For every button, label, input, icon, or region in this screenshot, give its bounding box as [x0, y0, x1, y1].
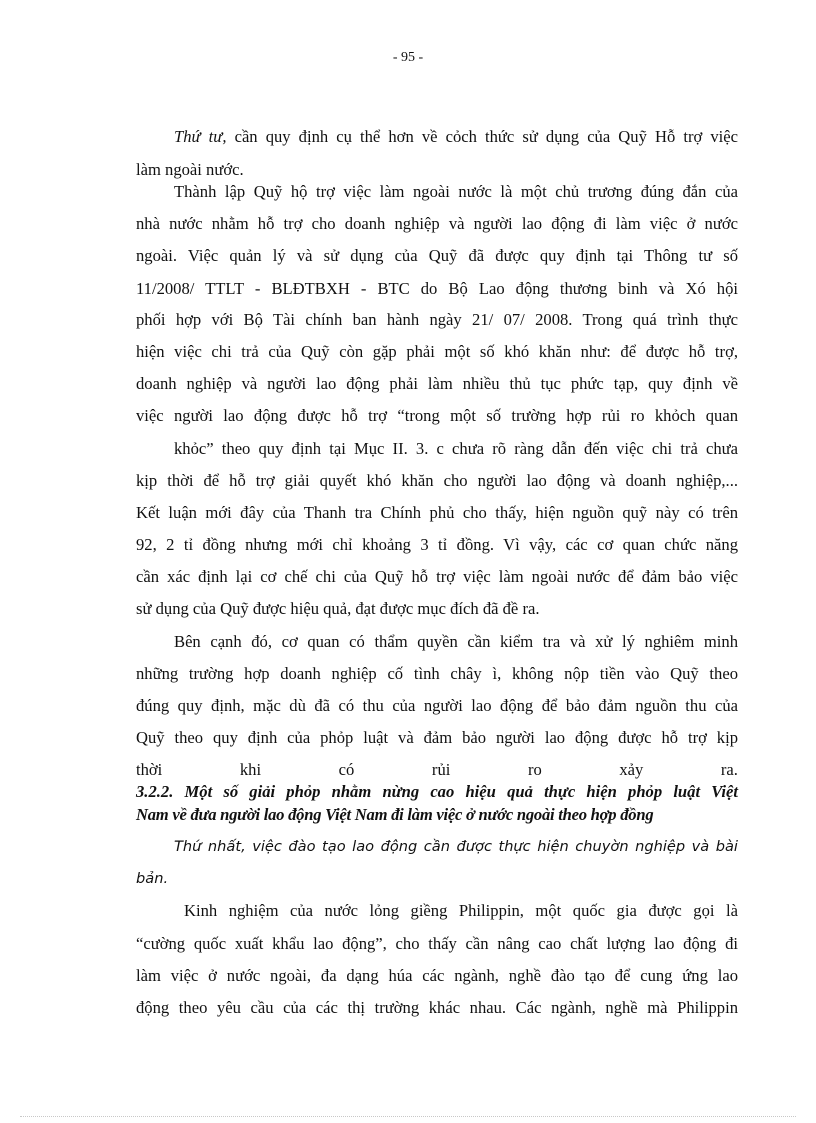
text-line: khỏc” theo quy định tại Mục II. 3. c chưa rõ ràng dẫn đến việc chi trả chưa: [174, 439, 738, 458]
text-line: “cường quốc xuất khẩu lao động”, cho thấy cần nâng cao chất lượng lao động đi: [136, 934, 738, 953]
word: khi: [239, 760, 262, 779]
heading-line: Nam về đưa người lao động Việt Nam đi làm việc ở nước ngoài theo hợp đồng: [136, 805, 654, 824]
word: ro: [527, 760, 542, 779]
text-line: đúng quy định, mặc dù đã có thu của người lao động để bảo đảm nguồn thu của: [136, 696, 738, 715]
text-line: Bên cạnh đó, cơ quan có thẩm quyền cần kiểm tra và xử lý nghiêm minh: [174, 632, 738, 651]
text-line: Kết luận mới đây của Thanh tra Chính phủ cho thấy, hiện nguồn quỹ này có trên: [136, 503, 738, 522]
page-number: - 95 -: [392, 50, 424, 65]
text-line: động theo yêu cầu của các thị trường khác nhau. Các ngành, nghề mà Philippin: [136, 998, 738, 1017]
page-bottom-rule: [20, 1116, 796, 1117]
text-line: doanh nghiệp và người lao động phải làm nhiều thủ tục phức tạp, quy định về: [136, 374, 738, 393]
word: ra.: [720, 760, 738, 779]
text-line: làm việc ở nước ngoài, đa dạng húa các ngành, nghề đào tạo để cung ứng lao: [136, 966, 738, 985]
text-line: sử dụng của Quỹ được hiệu quả, đạt được mục đích đã đề ra.: [136, 599, 540, 618]
text-line: phối hợp với Bộ Tài chính ban hành ngày 21/ 07/ 2008. Trong quá trình thực: [136, 310, 738, 329]
text-line: ngoài. Việc quản lý và sử dụng của Quỹ đã được quy định tại Thông tư số: [136, 246, 738, 265]
text-line: Quỹ theo quy định của phỏp luật và đảm bảo người lao động được hỗ trợ kịp: [136, 728, 738, 747]
text-line: Thứ nhất, việc đào tạo lao động cần được thực hiện chuyờn nghiệp và bài: [174, 838, 738, 855]
text-line: bản.: [136, 870, 169, 887]
text-span: cần quy định cụ thể hơn về cỏch thức sử dụng của Quỹ Hỗ trợ việc: [226, 127, 738, 146]
text-line: 92, 2 tỉ đồng nhưng mới chỉ khoảng 3 tỉ đồng. Vì vậy, các cơ quan chức năng: [136, 535, 738, 554]
word: rủi: [431, 760, 451, 779]
word: thời: [136, 760, 163, 779]
text-line: làm ngoài nước.: [136, 160, 244, 179]
text-line: Thành lập Quỹ hộ trợ việc làm ngoài nước là một chủ trương đúng đắn của: [174, 182, 738, 201]
word: xảy: [619, 760, 644, 779]
word: có: [338, 760, 355, 779]
text-line: cần xác định lại cơ chế chi của Quỹ hỗ trợ việc làm ngoài nước để đảm bảo việc: [136, 567, 738, 586]
text-line: [174, 127, 738, 147]
text-line: những trường hợp doanh nghiệp cố tình chây ì, không nộp tiền vào Quỹ theo: [136, 664, 738, 683]
text-line: Kinh nghiệm của nước lỏng giềng Philippin, một quốc gia được gọi là: [184, 901, 738, 920]
italic-lead: Thứ tư,: [174, 127, 227, 146]
text-line: hiện việc chi trả của Quỹ còn gặp phải một số khó khăn như: để được hỗ trợ,: [136, 342, 738, 361]
text-line: 11/2008/ TTLT - BLĐTBXH - BTC do Bộ Lao động thương binh và Xó hội: [136, 279, 738, 298]
heading-line: 3.2.2. Một số giải phỏp nhằm nừng cao hiệu quả thực hiện phỏp luật Việt: [136, 782, 738, 801]
text-line: kịp thời để hỗ trợ giải quyết khó khăn cho người lao động và doanh nghiệp,...: [136, 471, 738, 490]
text-line: việc người lao động được hỗ trợ “trong một số trường hợp rủi ro khỏch quan: [136, 406, 738, 425]
text-line-spread: [136, 760, 738, 780]
text-line: nhà nước nhằm hỗ trợ cho doanh nghiệp và người lao động đi làm việc ở nước: [136, 214, 738, 233]
